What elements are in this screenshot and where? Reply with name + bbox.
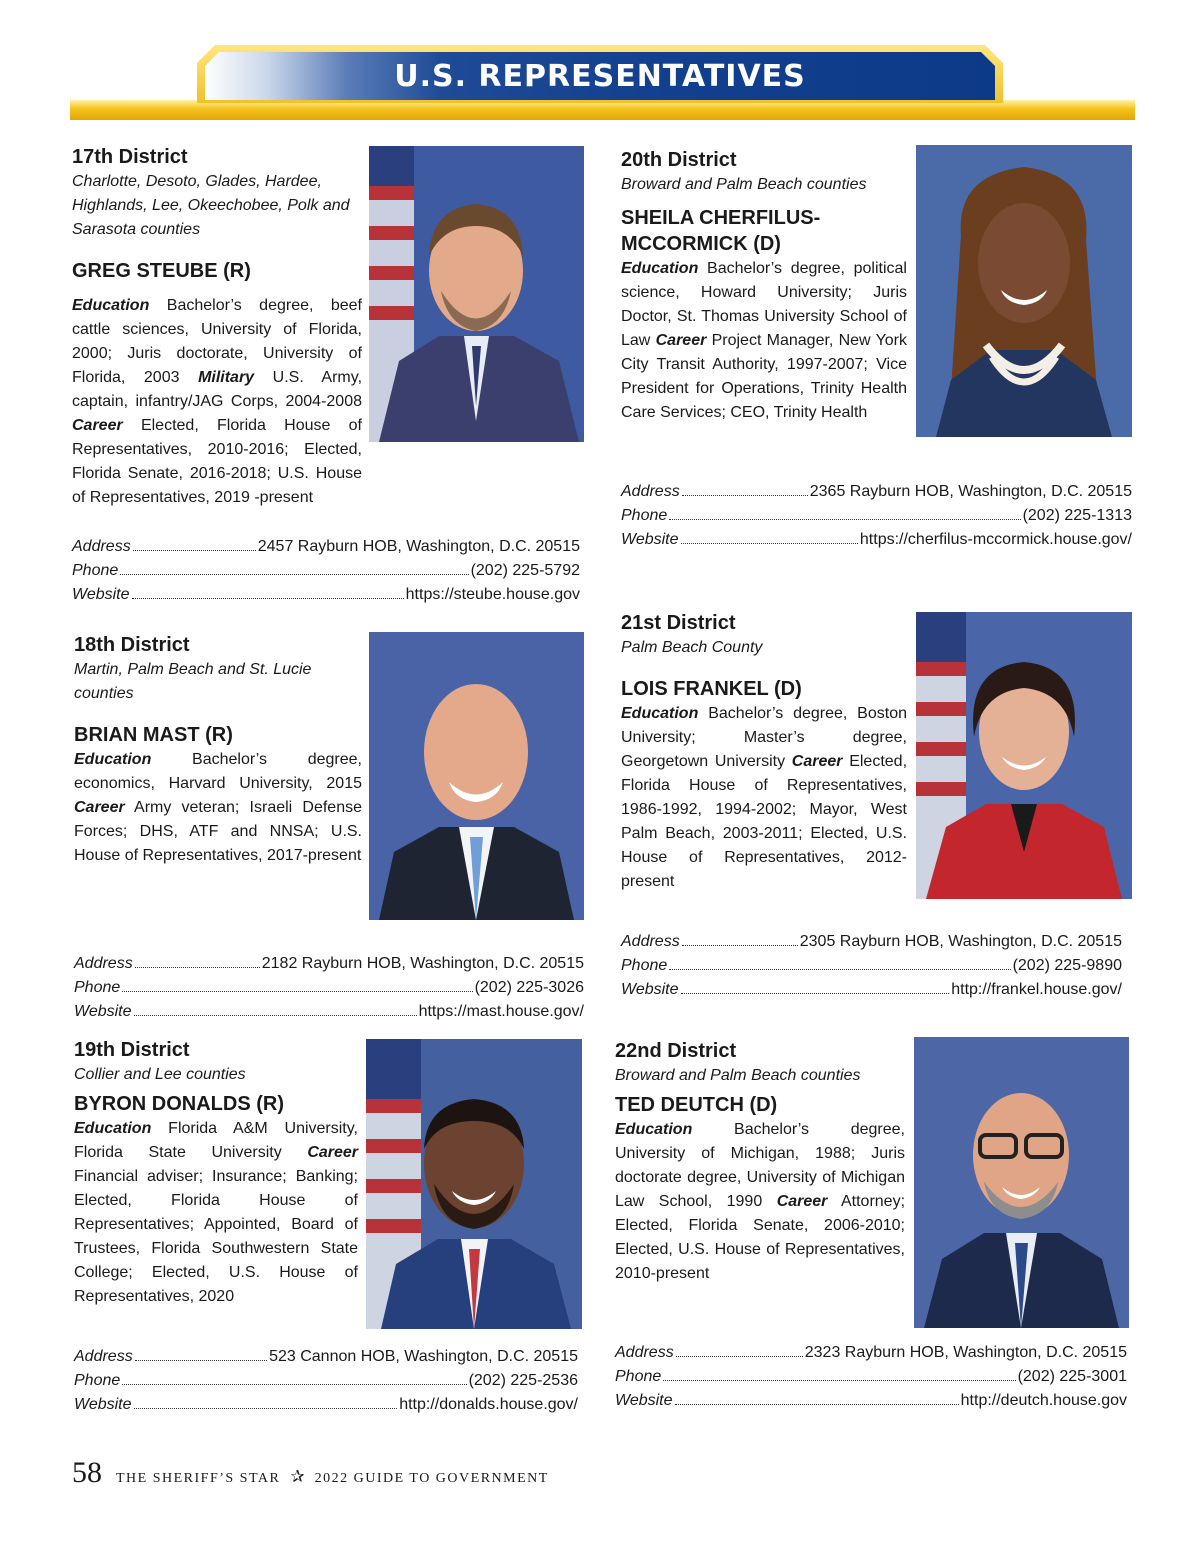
contact-block-donalds	[74, 1344, 578, 1416]
rep-photo-mast	[369, 632, 584, 920]
address-label: Address	[74, 1348, 133, 1365]
phone-value: (202) 225-2536	[468, 1372, 578, 1389]
career-label: Career	[74, 799, 125, 816]
education-text: Bachelor’s degree, economics, Harvard University, 2015	[74, 751, 362, 792]
page-footer	[72, 1456, 549, 1496]
district-heading: 22nd District	[615, 1040, 737, 1062]
career-text: Financial adviser; Insurance; Banking; Elected, Florida House of Representatives; Appointed, Board of Trustees, Florida Southwestern State College; Elected, U.S. House of Representatives, 2020	[74, 1168, 358, 1305]
website-link[interactable]: http://deutch.house.gov	[960, 1392, 1127, 1409]
district-counties: Broward and Palm Beach counties	[621, 176, 867, 193]
address-label: Address	[72, 538, 131, 555]
website-label: Website	[621, 981, 679, 998]
education-label: Education	[74, 1120, 152, 1137]
phone-value: (202) 225-1313	[1022, 507, 1132, 524]
phone-label: Phone	[74, 979, 121, 996]
military-label: Military	[198, 369, 255, 386]
career-text: Elected, Florida House of Representatives, 2010-2016; Elected, Florida Senate, 2016-2018; U.S. House of Representatives, 2019 -present	[72, 417, 362, 506]
rep-name: BRIAN MAST (R)	[74, 724, 233, 746]
education-text: Florida A&M University, Florida State University	[74, 1120, 358, 1161]
phone-value: (202) 225-9890	[1012, 957, 1122, 974]
rep-entry-steube	[72, 144, 362, 284]
career-label: Career	[776, 1193, 828, 1210]
website-link[interactable]: https://mast.house.gov/	[418, 1003, 584, 1020]
address-label: Address	[621, 483, 680, 500]
rep-name: TED DEUTCH (D)	[615, 1094, 778, 1116]
phone-label: Phone	[72, 562, 119, 579]
rep-photo-cherfilus-mccormick	[916, 145, 1132, 437]
district-counties: Palm Beach County	[621, 639, 763, 656]
address-value: 523 Cannon HOB, Washington, D.C. 20515	[269, 1348, 578, 1365]
education-text: Bachelor’s degree, University of Michigan, 1988; Juris doctorate degree, University of Michigan Law School, 1990	[615, 1121, 905, 1210]
rep-photo-deutch	[914, 1037, 1129, 1328]
career-label: Career	[307, 1144, 359, 1161]
address-value: 2457 Rayburn HOB, Washington, D.C. 20515	[257, 538, 580, 555]
website-label: Website	[615, 1392, 673, 1409]
career-label: Career	[72, 417, 123, 434]
career-text: Project Manager, New York City Transit Authority, 1997-2007; Vice President for Operations, Trinity Health Care Services; CEO, Trinity Health	[621, 332, 908, 421]
website-label: Website	[72, 586, 130, 603]
career-text: Attorney; Elected, Florida Senate, 2006-2010; Elected, U.S. House of Representatives, 2010-present	[615, 1193, 906, 1282]
district-heading: 18th District	[74, 634, 190, 656]
education-label: Education	[621, 260, 699, 277]
phone-value: (202) 225-3001	[1017, 1368, 1127, 1385]
rep-bio-donalds	[74, 1117, 358, 1309]
star-icon: ✰	[290, 1467, 305, 1486]
address-value: 2305 Rayburn HOB, Washington, D.C. 20515	[799, 933, 1122, 950]
rep-name: GREG STEUBE (R)	[72, 260, 251, 282]
rep-entry-donalds	[74, 1037, 358, 1309]
website-label: Website	[74, 1396, 132, 1413]
rep-name: BYRON DONALDS (R)	[74, 1093, 284, 1115]
publication-guide: 2022 GUIDE TO GOVERNMENT	[314, 1471, 549, 1486]
education-text: Bachelor’s degree, beef cattle sciences, University of Florida, 2000; Juris doctorate, University of Florida, 2003	[72, 297, 362, 386]
contact-block-steube	[72, 534, 580, 606]
rep-bio-mast	[74, 748, 362, 868]
education-label: Education	[621, 705, 699, 722]
career-label: Career	[791, 753, 843, 770]
district-counties: Collier and Lee counties	[74, 1066, 246, 1083]
rep-bio-steube	[72, 294, 362, 510]
contact-block-frankel	[621, 929, 1122, 1001]
education-label: Education	[615, 1121, 693, 1138]
rep-photo-steube	[369, 146, 584, 442]
rep-bio-deutch	[615, 1118, 905, 1286]
website-label: Website	[74, 1003, 132, 1020]
page-title: U.S. REPRESENTATIVES	[394, 59, 806, 94]
education-label: Education	[72, 297, 150, 314]
district-counties: Broward and Palm Beach counties	[615, 1067, 861, 1084]
career-text: Army veteran; Israeli Defense Forces; DHS, ATF and NNSA; U.S. House of Representatives, 2017-present	[74, 799, 363, 864]
rep-entry-cherfilus-mccormick	[621, 147, 907, 425]
page-number: 58	[72, 1456, 102, 1489]
address-value: 2182 Rayburn HOB, Washington, D.C. 20515	[261, 955, 584, 972]
career-text: Elected, Florida House of Representatives, 1986-1992, 1994-2002; Mayor, West Palm Beach, 2003-2011; Elected, U.S. House of Representatives, 2012-present	[621, 753, 908, 890]
rep-photo-frankel	[916, 612, 1132, 899]
education-label: Education	[74, 751, 152, 768]
rep-entry-deutch	[615, 1038, 905, 1286]
phone-label: Phone	[74, 1372, 121, 1389]
rep-bio-cherfilus-mccormick	[621, 257, 907, 425]
website-link[interactable]: https://cherfilus-mccormick.house.gov/	[859, 531, 1132, 548]
website-link[interactable]: http://donalds.house.gov/	[399, 1396, 578, 1413]
district-heading: 21st District	[621, 612, 736, 634]
district-heading: 20th District	[621, 149, 737, 171]
page-header	[0, 0, 1200, 125]
phone-label: Phone	[621, 957, 668, 974]
phone-label: Phone	[615, 1368, 662, 1385]
address-label: Address	[74, 955, 133, 972]
contact-block-mast	[74, 951, 584, 1023]
rep-name: LOIS FRANKEL (D)	[621, 678, 802, 700]
address-value: 2365 Rayburn HOB, Washington, D.C. 20515	[809, 483, 1132, 500]
phone-value: (202) 225-3026	[474, 979, 584, 996]
district-heading: 19th District	[74, 1039, 190, 1061]
rep-entry-mast	[74, 632, 362, 868]
header-gold-bar	[70, 100, 1135, 120]
career-label: Career	[655, 332, 707, 349]
website-label: Website	[621, 531, 679, 548]
military-text: U.S. Army, captain, infantry/JAG Corps, 2004-2008	[72, 369, 363, 410]
phone-label: Phone	[621, 507, 668, 524]
contact-block-cherfilus-mccormick	[621, 479, 1132, 551]
publication-name: THE SHERIFF’S STAR	[116, 1471, 281, 1486]
district-counties: Martin, Palm Beach and St. Lucie counties	[74, 661, 312, 702]
district-heading: 17th District	[72, 146, 188, 168]
education-text: Bachelor’s degree, Boston University; Master’s degree, Georgetown University	[621, 705, 907, 770]
rep-bio-frankel	[621, 702, 907, 894]
phone-value: (202) 225-5792	[470, 562, 580, 579]
rep-photo-donalds	[366, 1039, 582, 1329]
rep-name: SHEILA CHERFILUS-MCCORMICK (D)	[621, 207, 821, 255]
rep-entry-frankel	[621, 610, 907, 894]
contact-block-deutch	[615, 1340, 1127, 1412]
website-link[interactable]: https://steube.house.gov	[405, 586, 580, 603]
address-value: 2323 Rayburn HOB, Washington, D.C. 20515	[804, 1344, 1127, 1361]
address-label: Address	[615, 1344, 674, 1361]
education-text: Bachelor’s degree, political science, Howard University; Juris Doctor, St. Thomas University School of Law	[621, 260, 907, 349]
website-link[interactable]: http://frankel.house.gov/	[951, 981, 1122, 998]
district-counties: Charlotte, Desoto, Glades, Hardee, Highlands, Lee, Okeechobee, Polk and Sarasota counties	[72, 173, 350, 238]
address-label: Address	[621, 933, 680, 950]
